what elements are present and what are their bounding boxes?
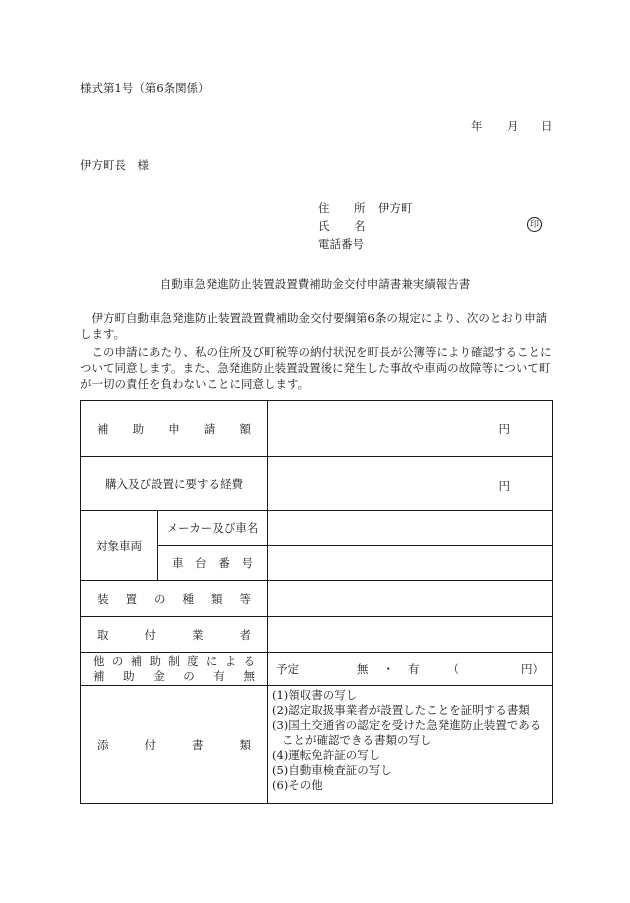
table-row (81, 401, 553, 457)
label-char: 業 (192, 627, 204, 642)
cost-label: 購入及び設置に要する経費 (81, 457, 268, 511)
name-label-2: 名 (354, 219, 366, 233)
label-char: 補 (130, 654, 143, 668)
attachment-item: (1)領収書の写し (272, 688, 358, 702)
label-char: 請 (203, 421, 216, 436)
label-char: 付 (144, 737, 156, 752)
label-char: る (243, 654, 255, 668)
yen-paren-close: 円） (521, 662, 544, 676)
label-char: 制 (168, 654, 180, 668)
device-type-field[interactable] (268, 581, 553, 617)
attachment-item: (3)国土交通省の認定を受けた急発進防止装置である (272, 718, 542, 732)
table-row (81, 617, 553, 653)
attachment-item: ことが確認できる書類の写し (282, 733, 432, 747)
label-char: 無 (243, 669, 255, 683)
date-year: 年 (471, 119, 483, 133)
label-char: 番 (218, 556, 230, 570)
label-char: の (154, 591, 166, 606)
table-row (81, 511, 553, 546)
label-char: 車 (172, 556, 184, 570)
label-char: 付 (144, 627, 156, 642)
address-label-2: 所 (354, 201, 366, 215)
table-row (81, 653, 553, 686)
phone-label: 電話番号 (318, 237, 364, 251)
date-day: 日 (541, 119, 553, 133)
attachment-item: (5)自動車検査証の写し (272, 763, 392, 777)
planned-label: 予定 (276, 662, 299, 676)
installer-field[interactable] (268, 617, 553, 653)
label-char: に (205, 654, 218, 668)
other-subsidy-field[interactable] (268, 653, 553, 686)
label-char: の (183, 669, 195, 683)
body-text (80, 310, 552, 392)
attachments-list (268, 686, 553, 804)
table-row (81, 686, 553, 804)
label-char: 取 (97, 627, 109, 642)
date-month: 月 (507, 119, 519, 133)
label-char: 種 (182, 591, 194, 606)
applicant-block (318, 199, 548, 253)
label-char: 添 (97, 737, 109, 752)
label-char: 申 (168, 421, 180, 436)
label-char: 助 (149, 654, 161, 668)
label-char: 台 (195, 556, 207, 570)
body-paragraph-2: この申請にあたり、私の住所及び町税等の納付状況を町長が公簿等により確認することについて同意します。また、急発進防止装置設置後に発生した事故や車両の故障等について町が一切の責任を負わないことに同意します。 (80, 345, 552, 391)
chassis-field[interactable] (268, 546, 553, 581)
label-char: 置 (125, 591, 137, 606)
installer-label (81, 617, 268, 653)
subsidy-amount-label (81, 401, 268, 457)
label-char: 号 (241, 556, 253, 570)
address-label-1: 住 (318, 201, 330, 215)
application-table (80, 400, 553, 804)
label-char: 額 (239, 421, 251, 436)
yes-option[interactable]: 有 (408, 662, 420, 676)
label-char: 金 (153, 669, 165, 683)
attachments-label (81, 686, 268, 804)
chassis-label (158, 546, 268, 581)
vehicle-label: 対象車両 (81, 511, 158, 581)
label-char: 類 (239, 737, 251, 752)
seal-icon: 印 (527, 217, 542, 232)
label-char: 書 (192, 737, 204, 752)
label-char: 者 (239, 627, 251, 642)
name-label-1: 氏 (318, 219, 330, 233)
cost-field[interactable]: 円 (268, 457, 553, 511)
label-char: よ (224, 654, 237, 668)
document-title: 自動車急発進防止装置設置費補助金交付申請書兼実績報告書 (159, 277, 471, 291)
label-char: の (111, 654, 124, 668)
label-char: 補 (97, 421, 109, 436)
attachment-item: (4)運転免許証の写し (272, 748, 381, 762)
none-option[interactable]: 無 (357, 662, 369, 676)
subsidy-amount-field[interactable]: 円 (268, 401, 553, 457)
label-char: 助 (123, 669, 135, 683)
device-type-label (81, 581, 268, 617)
paren-open: （ (447, 662, 459, 676)
label-char: 補 (93, 669, 105, 683)
attachment-item: (2)認定取扱事業者が設置したことを証明する書類 (272, 703, 530, 717)
label-char: 度 (187, 654, 199, 668)
addressee: 伊方町長 様 (80, 158, 149, 172)
table-row (81, 581, 553, 617)
label-char: 等 (239, 591, 251, 606)
table-row (81, 457, 553, 511)
attachment-item: (6)その他 (272, 778, 323, 792)
label-char: 他 (93, 654, 105, 668)
label-char: 類 (211, 591, 223, 606)
label-char: 有 (213, 669, 225, 683)
label-char: 助 (132, 421, 145, 436)
label-char: 装 (97, 591, 109, 606)
address-value: 伊方町 (378, 201, 413, 215)
maker-field[interactable] (268, 511, 553, 546)
form-number: 様式第1号（第6条関係） (80, 81, 210, 95)
maker-label: メーカー及び車名 (158, 511, 268, 546)
option-separator: ・ (382, 662, 394, 676)
other-subsidy-label (81, 653, 268, 686)
body-paragraph-1: 伊方町自動車急発進防止装置設置費補助金交付要綱第6条の規定により、次のとおり申請します。 (80, 311, 548, 341)
